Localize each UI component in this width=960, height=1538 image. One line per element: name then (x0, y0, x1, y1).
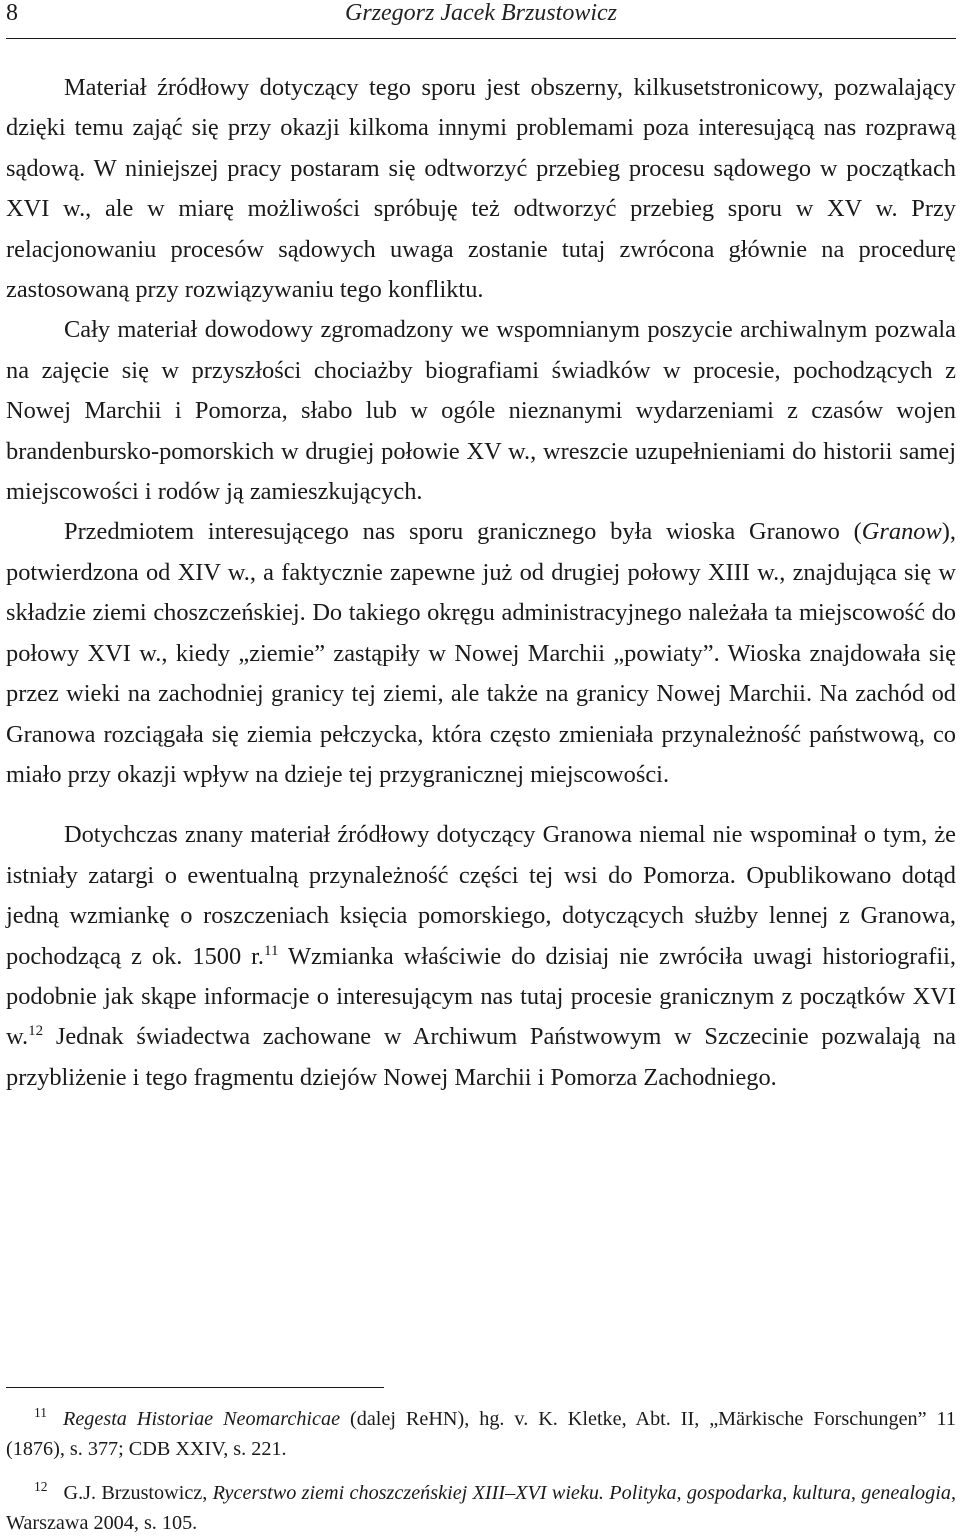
footnote-11-number: 11 (34, 1405, 47, 1421)
paragraph-1: Materiał źródłowy dotyczący tego sporu jest obszerny, kilkusetstronicowy, pozwalający dzięki temu zająć się przy okazji kilkoma innymi problemami poza interesującą nas rozprawą sądową. W niniejszej pracy postaram się odtworzyć przebieg procesu sądowego w początkach XVI w., ale w miarę możliwości spróbuję też odtworzyć przebieg sporu w XV w. Przy relacjonowaniu procesów sądowych uwaga zostanie tutaj zwrócona głównie na procedurę zastosowaną przy rozwiązywaniu tego konfliktu. (6, 74, 956, 304)
footnote-12-number: 12 (34, 1479, 48, 1495)
paragraph-4-text-c: Jednak świadectwa zachowane w Archiwum Państwowym w Szczecinie pozwalają na przybliżenie i tego fragmentu dziejów Nowej Marchii i Pomorza Zachodniego. (6, 1023, 956, 1091)
footnote-divider (6, 1387, 384, 1388)
paragraph-3-italic: Granow (861, 518, 942, 546)
footnote-ref-11: 11 (264, 942, 279, 959)
paragraph-2: Cały materiał dowodowy zgromadzony we wspomnianym poszycie archiwalnym pozwala na zajęcie się w przyszłości chociażby biografiami świadków w procesie, pochodzących z Nowej Marchii i Pomorza, słabo lub w ogóle nieznanymi wydarzeniami z czasów wojen brandenbursko-pomorskich w drugiej połowie XV w., wreszcie uzupełnieniami do historii samej miejscowości i rodów ją zamieszkujących. (6, 316, 956, 506)
footnote-11-title: Regesta Historiae Neomarchicae (63, 1408, 341, 1430)
paragraph-3 (6, 512, 956, 795)
footnote-11-text: (dalej ReHN), hg. v. K. Kletke, Abt. II, „Märkische Forschungen” 11 (1876), s. 377; CDB XXIV, s. 221. (6, 1408, 956, 1460)
footnote-12-title: Rycerstwo ziemi choszczeńskiej XIII–XVI wieku. Polityka, gospodarka, kultura, genealogia (212, 1482, 951, 1504)
paragraph-3-text-b: ), potwierdzona od XIV w., a faktycznie zapewne już od drugiej połowy XIII w., znajdująca się w składzie ziemi choszczeńskiej. Do takiego okręgu administracyjnego należała ta miejscowość do połowy XVI w., kiedy „ziemie” zastąpiły w Nowej Marchii „powiaty”. Wioska znajdowała się przez wieki na zachodniej granicy tej ziemi, ale także na granicy Nowej Marchii. Na zachód od Granowa rozciągała się ziemia pełczycka, która często zmieniała przynależność państwową, co miało przy okazji wpływ na dzieje tej przygranicznej miejscowości. (6, 518, 956, 788)
page-number: 8 (6, 0, 18, 26)
footnote-11 (6, 1404, 956, 1464)
paragraph-4 (6, 815, 956, 1098)
page-header (6, 0, 956, 36)
paragraph-4-text-a: Dotychczas znany materiał źródłowy dotyczący Granowa niemal nie wspominał o tym, że istniały zatargi o ewentualną przynależność części tej wsi do Pomorza. Opublikowano dotąd jedną wzmiankę o roszczeniach księcia pomorskiego, dotyczących służby lennej z Granowa, pochodzącą z ok. 1500 r. (6, 821, 956, 970)
paragraph-3-text-a: Przedmiotem interesującego nas sporu granicznego była wioska Granowo ( (64, 518, 862, 546)
footnote-ref-12: 12 (28, 1023, 44, 1040)
footnote-12-author: G.J. Brzustowicz, (63, 1482, 213, 1504)
footnote-12 (6, 1478, 956, 1538)
header-divider (6, 38, 956, 39)
main-text (6, 68, 956, 1098)
running-head: Grzegorz Jacek Brzustowicz (345, 0, 617, 26)
footnotes (6, 1404, 956, 1538)
footnote-12-text: , Warszawa 2004, s. 105. (6, 1482, 956, 1534)
paragraph-4-text-b: Wzmianka właściwie do dzisiaj nie zwróciła uwagi historiografii, podobnie jak skąpe informacje o interesującym nas tutaj procesie granicznym z początków XVI w. (6, 942, 956, 1051)
